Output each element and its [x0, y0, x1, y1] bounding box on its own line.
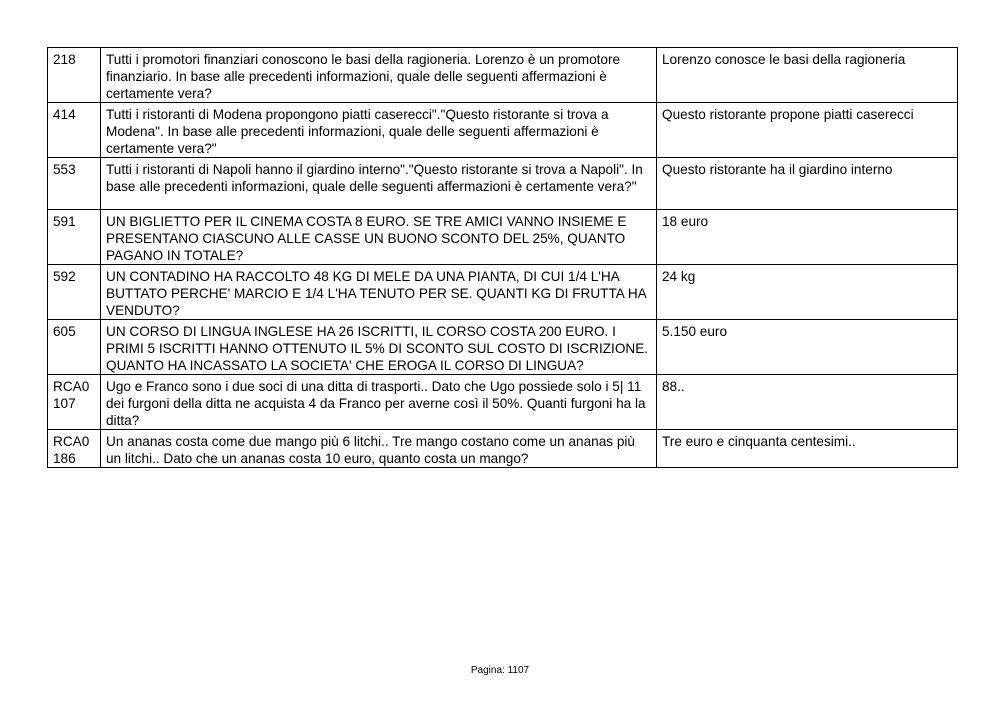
table-row — [48, 430, 958, 468]
row-question: Ugo e Franco sono i due soci di una ditta di trasporti.. Dato che Ugo possiede solo i 5| 11 dei furgoni della ditta ne acquista 4 da Franco per averne così il 50%. Quanti furgoni ha la ditta? — [101, 375, 657, 430]
table-row — [48, 48, 958, 103]
table-row — [48, 320, 958, 375]
row-id: 414 — [48, 103, 101, 158]
row-answer: 18 euro — [657, 210, 958, 265]
table-row — [48, 158, 958, 210]
row-answer: 5.150 euro — [657, 320, 958, 375]
row-id: 592 — [48, 265, 101, 320]
row-answer: Tre euro e cinquanta centesimi.. — [657, 430, 958, 468]
row-question: UN CORSO DI LINGUA INGLESE HA 26 ISCRITTI, IL CORSO COSTA 200 EURO. I PRIMI 5 ISCRITTI HANNO OTTENUTO IL 5% DI SCONTO SUL COSTO DI ISCRIZIONE. QUANTO HA INCASSATO LA SOCIETA' CHE EROGA IL CORSO DI LINGUA? — [101, 320, 657, 375]
table-row — [48, 210, 958, 265]
row-id: 591 — [48, 210, 101, 265]
row-id: RCA0 107 — [48, 375, 101, 430]
row-id: 553 — [48, 158, 101, 210]
row-question: Tutti i promotori finanziari conoscono le basi della ragioneria. Lorenzo è un promotore finanziario. In base alle precedenti informazioni, quale delle seguenti affermazioni è certamente vera? — [101, 48, 657, 103]
row-answer: Questo ristorante propone piatti caserecci — [657, 103, 958, 158]
row-answer: 24 kg — [657, 265, 958, 320]
row-id: 218 — [48, 48, 101, 103]
questions-table — [47, 47, 958, 468]
row-question: Tutti i ristoranti di Modena propongono piatti caserecci"."Questo ristorante si trova a Modena". In base alle precedenti informazioni, quale delle seguenti affermazioni è certamente vera?" — [101, 103, 657, 158]
row-id: RCA0 186 — [48, 430, 101, 468]
table-row — [48, 265, 958, 320]
table-row — [48, 375, 958, 430]
questions-table-body — [48, 48, 958, 468]
row-question: Un ananas costa come due mango più 6 litchi.. Tre mango costano come un ananas più un litchi.. Dato che un ananas costa 10 euro, quanto costa un mango? — [101, 430, 657, 468]
row-question: Tutti i ristoranti di Napoli hanno il giardino interno"."Questo ristorante si trova a Napoli". In base alle precedenti informazioni, quale delle seguenti affermazioni è certamente vera?" — [101, 158, 657, 210]
page-number: Pagina: 1107 — [470, 665, 530, 676]
row-answer: Questo ristorante ha il giardino interno — [657, 158, 958, 210]
row-id: 605 — [48, 320, 101, 375]
row-answer: Lorenzo conosce le basi della ragioneria — [657, 48, 958, 103]
row-question: UN CONTADINO HA RACCOLTO 48 KG DI MELE DA UNA PIANTA, DI CUI 1/4 L'HA BUTTATO PERCHE' MARCIO E 1/4 L'HA TENUTO PER SE. QUANTI KG DI FRUTTA HA VENDUTO? — [101, 265, 657, 320]
row-answer: 88.. — [657, 375, 958, 430]
table-row — [48, 103, 958, 158]
row-question: UN BIGLIETTO PER IL CINEMA COSTA 8 EURO. SE TRE AMICI VANNO INSIEME E PRESENTANO CIASCUNO ALLE CASSE UN BUONO SCONTO DEL 25%, QUANTO PAGANO IN TOTALE? — [101, 210, 657, 265]
